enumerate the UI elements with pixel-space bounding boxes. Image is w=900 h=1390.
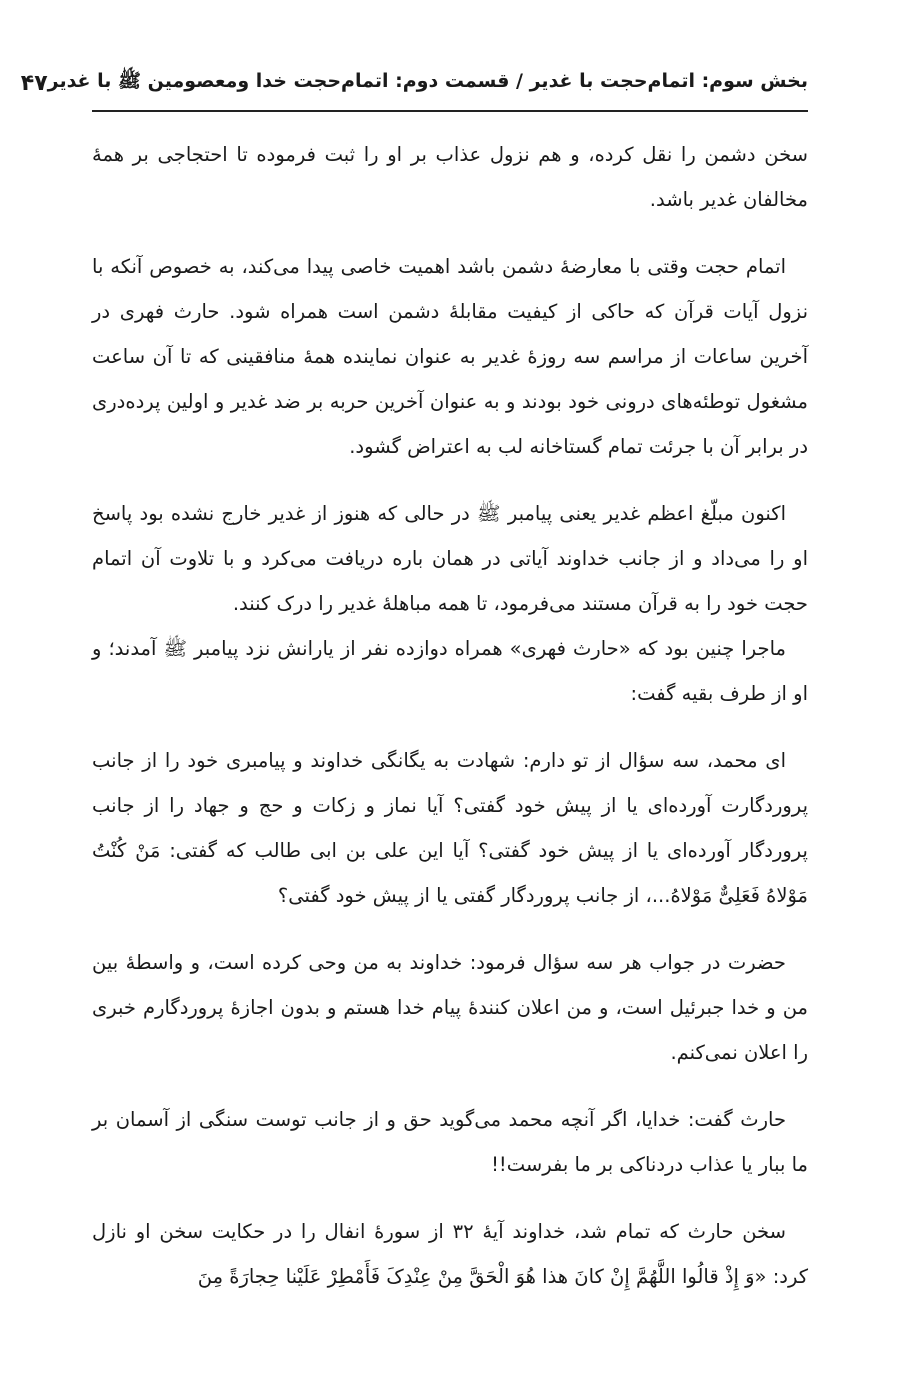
paragraph-3: اکنون مبلّغ اعظم غدیر یعنی پیامبر ﷺ در حالی که هنوز از غدیر خارج نشده بود پاسخ او را می‌داد و از جانب خداوند آیاتی در همان باره دریافت می‌کرد و با تلاوت آن اتمام حجت خود را به قرآن مستند می‌فرمود، تا همه مباهلهٔ غدیر را درک کنند.	[92, 502, 808, 615]
book-page	[20, 60, 808, 1350]
paragraph-2: اتمام حجت وقتی با معارضهٔ دشمن باشد اهمیت خاصی پیدا می‌کند، به خصوص آنکه با نزول آیات قرآن که حاکی از کیفیت مقابلهٔ دشمن است همراه شود. حارث فهری در آخرین ساعات از مراسم سه روزهٔ غدیر به عنوان نماینده همهٔ منافقینی که تا آن ساعت مشغول توطئه‌های درونی خود بودند و به عنوان آخرین حربه بر ضد غدیر و اولین پرده‌دری در برابر آن با جرئت تمام گستاخانه لب به اعتراض گشود.	[92, 255, 808, 458]
header-title: بخش سوم: اتمام‌حجت با غدیر / قسمت دوم: اتمام‌حجت خدا ومعصومین ﷺ با غدیر	[47, 70, 808, 92]
page-body	[92, 132, 808, 1299]
running-header	[20, 60, 808, 112]
paragraph-4: ماجرا چنین بود که «حارث فهری» همراه دوازده نفر از یارانش نزد پیامبر ﷺ آمدند؛ و او از طرف بقیه گفت:	[92, 637, 808, 705]
page-number: ۴۷	[20, 70, 48, 96]
paragraph-6: حضرت در جواب هر سه سؤال فرمود: خداوند به من وحی کرده است، و واسطهٔ بین من و خدا جبرئیل است، و من اعلان کنندهٔ پیام خدا هستم و بدون اجازهٔ پروردگارم خبری را اعلان نمی‌کنم.	[92, 951, 808, 1064]
paragraph-8: سخن حارث که تمام شد، خداوند آیهٔ ۳۲ از سورهٔ انفال را در حکایت سخن او نازل کرد: «وَ إِذْ قالُوا اللَّهُمَّ إِنْ کانَ هذا هُوَ الْحَقَّ مِنْ عِنْدِکَ فَأَمْطِرْ عَلَیْنا حِجارَةً مِنَ	[92, 1220, 808, 1288]
paragraph-1: سخن دشمن را نقل کرده، و هم نزول عذاب بر او را ثبت فرموده تا احتجاجی بر همهٔ مخالفان غدیر باشد.	[92, 143, 808, 211]
paragraph-5: ای محمد، سه سؤال از تو دارم: شهادت به یگانگی خداوند و پیامبری خود را از جانب پروردگارت آورده‌ای یا از پیش خود گفتی؟ آیا نماز و زکات و حج و جهاد را از جانب پروردگار آورده‌ای یا از پیش خود گفتی؟ آیا این علی بن ابی طالب که گفتی: مَنْ کُنْتُ مَوْلاهُ فَعَلِیٌّ مَوْلاهُ...، از جانب پروردگار گفتی یا از پیش خود گفتی؟	[92, 749, 808, 907]
paragraph-7: حارث گفت: خدایا، اگر آنچه محمد می‌گوید حق و از جانب توست سنگی از آسمان بر ما ببار یا عذاب دردناکی بر ما بفرست!!	[92, 1108, 808, 1176]
